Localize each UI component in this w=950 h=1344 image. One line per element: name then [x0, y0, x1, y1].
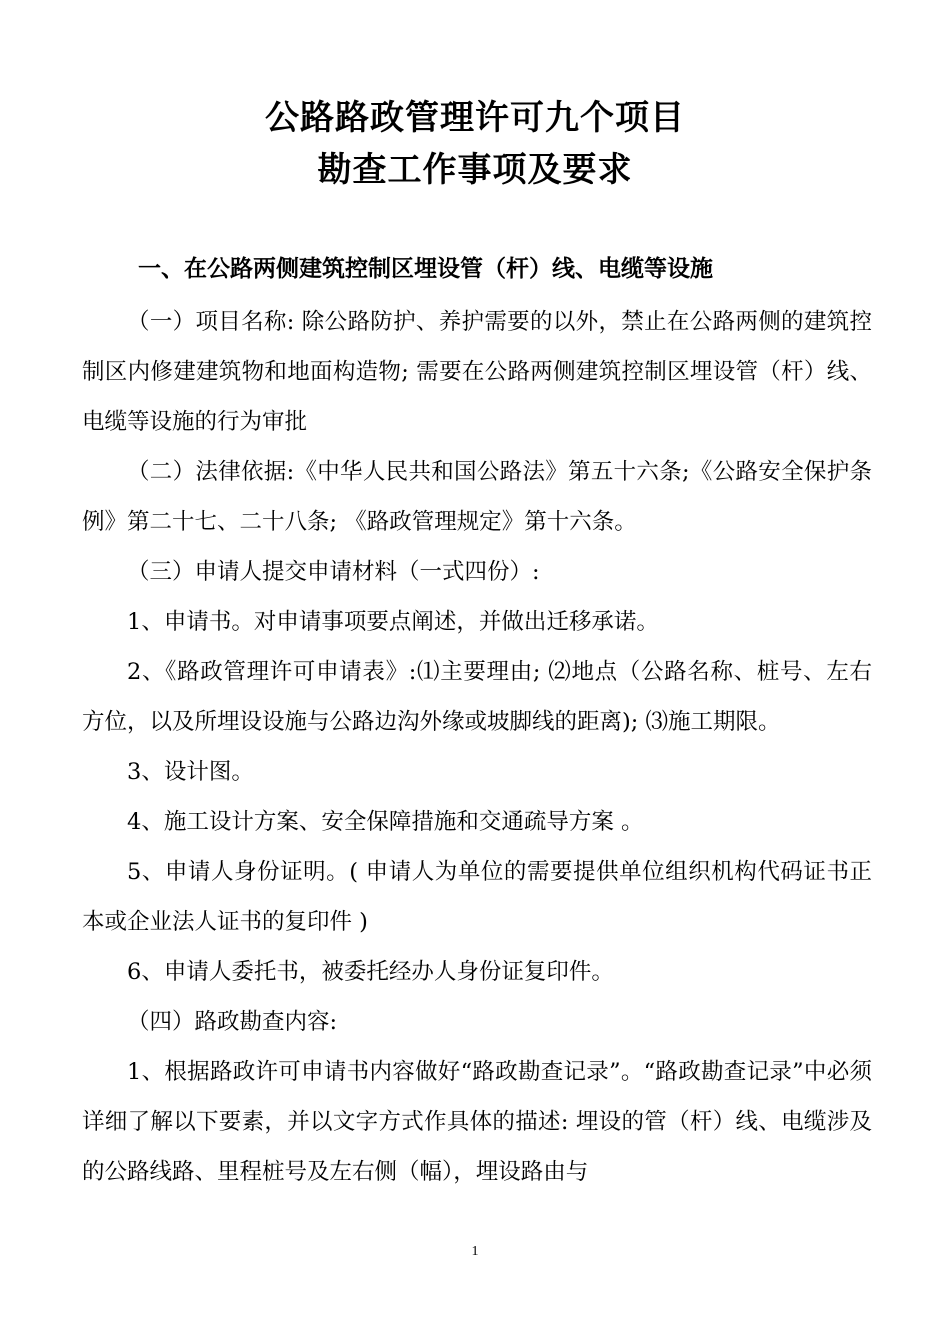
- list-item: 1、根据路政许可申请书内容做好“路政勘查记录”。“路政勘查记录”中必须详细了解以下要素，并以文字方式作具体的描述: 埋设的管（杆）线、电缆涉及的公路线路、里程桩号及左右侧（幅），埋设路由与: [82, 1059, 872, 1185]
- page-number: 1: [471, 1244, 479, 1259]
- list-item: 2、《路政管理许可申请表》:⑴主要理由; ⑵地点（公路名称、桩号、左右方位，以及所埋设设施与公路边沟外缘或坡脚线的距离); ⑶施工期限。: [82, 659, 872, 735]
- document-title-line1: 公路路政管理许可九个项目: [265, 98, 685, 138]
- list-item: 1、申请书。对申请事项要点阐述，并做出迁移承诺。: [127, 609, 659, 635]
- paragraph-legal-basis: （二）法律依据:《中华人民共和国公路法》第五十六条;《公路安全保护条例》第二十七、二十八条; 《路政管理规定》第十六条。: [82, 459, 872, 535]
- section-heading: 一、在公路两侧建筑控制区埋设管（杆）线、电缆等设施: [138, 256, 713, 282]
- paragraph-survey-heading: （四）路政勘查内容:: [127, 1009, 338, 1035]
- list-item: 4、施工设计方案、安全保障措施和交通疏导方案 。: [127, 809, 644, 835]
- paragraph-project-name: （一）项目名称: 除公路防护、养护需要的以外，禁止在公路两侧的建筑控制区内修建建筑物和地面构造物; 需要在公路两侧建筑控制区埋设管（杆）线、电缆等设施的行为审批: [82, 309, 872, 435]
- list-item: 5、申请人身份证明。( 申请人为单位的需要提供单位组织机构代码证书正本或企业法人证书的复印件 ): [82, 859, 872, 935]
- document-body: [82, 297, 872, 1197]
- list-item: 3、设计图。: [127, 759, 254, 785]
- paragraph-materials-heading: （三）申请人提交申请材料（一式四份）:: [127, 559, 540, 585]
- document-title-line2: 勘查工作事项及要求: [317, 150, 633, 190]
- list-item: 6、申请人委托书，被委托经办人身份证复印件。: [127, 959, 614, 985]
